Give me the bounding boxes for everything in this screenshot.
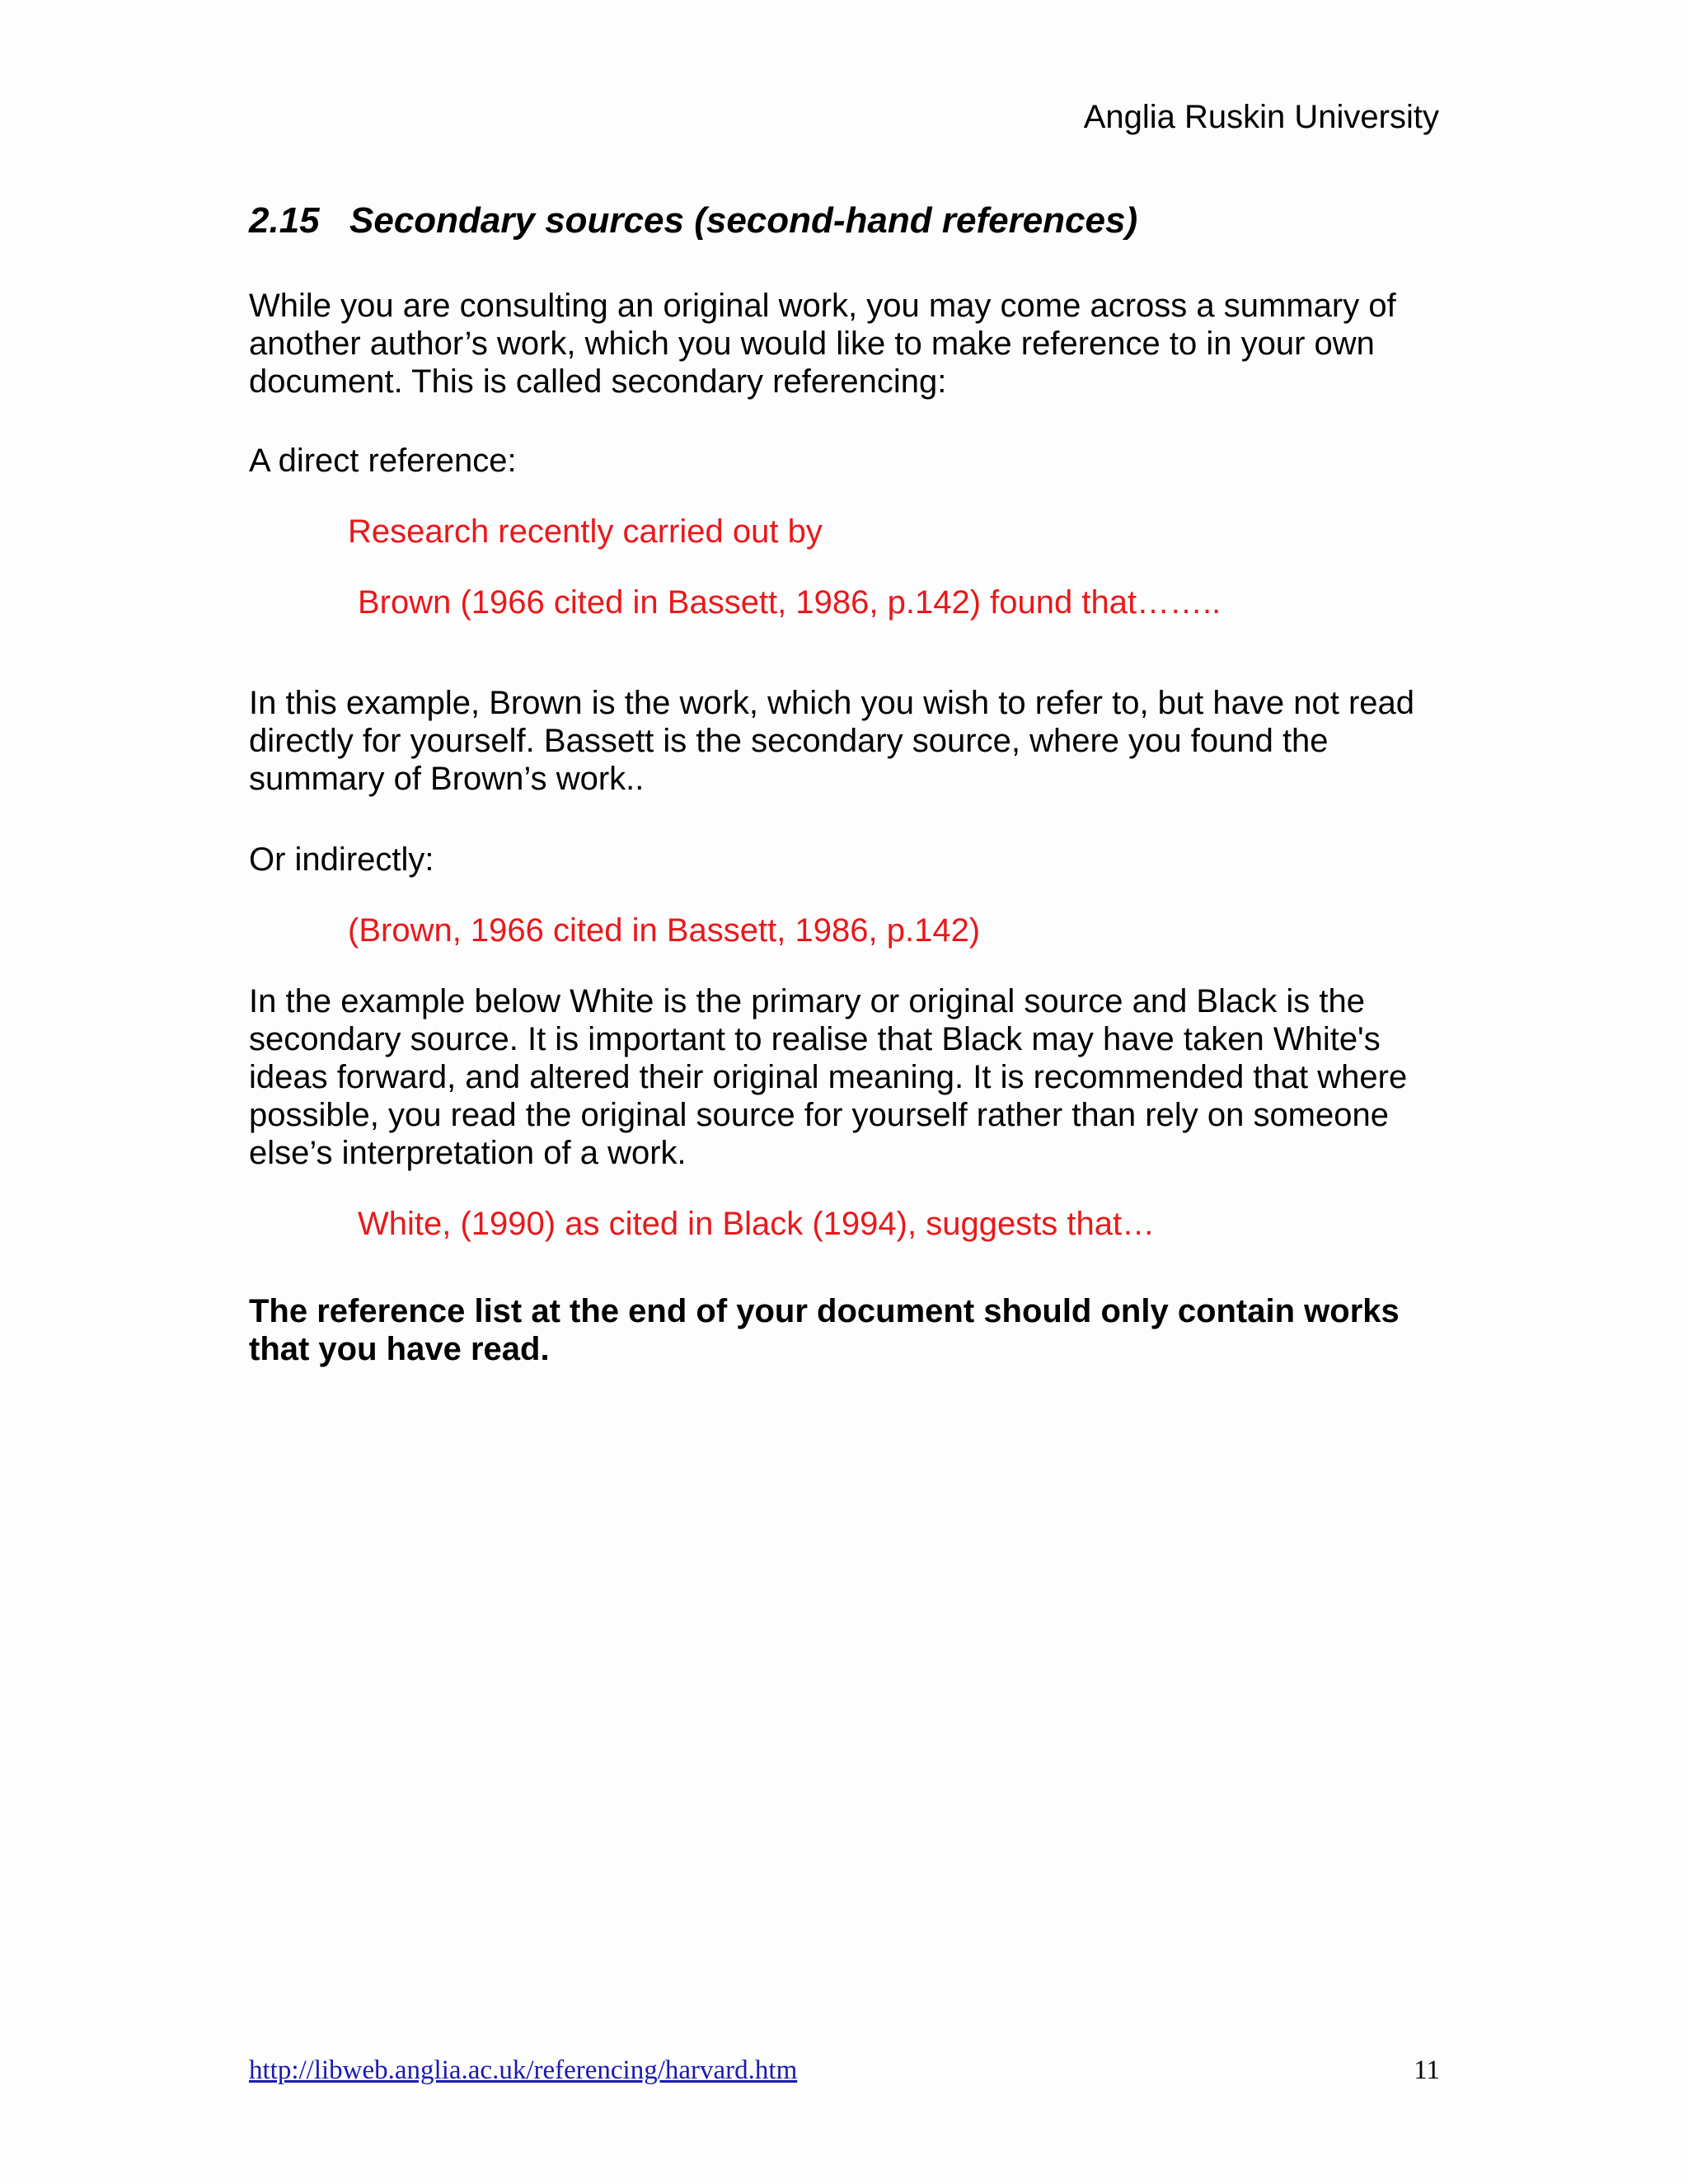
page-content: [249, 198, 1452, 1368]
direct-example-line-2: Brown (1966 cited in Bassett, 1986, p.142) found that……..: [358, 584, 1221, 621]
page-footer: [249, 2054, 1440, 2087]
section-heading: [249, 198, 1452, 244]
white-black-example: White, (1990) as cited in Black (1994), suggests that…: [358, 1206, 1156, 1242]
page-header-institution: Anglia Ruskin University: [1083, 99, 1439, 135]
page-number: 11: [1414, 2055, 1440, 2085]
intro-paragraph: While you are consulting an original work, you may come across a summary of another author’s work, which you would like to make reference to in your own document. This is called secondary referencing:: [249, 288, 1396, 400]
footer-url-link[interactable]: http://libweb.anglia.ac.uk/referencing/harvard.htm: [249, 2055, 798, 2085]
direct-reference-label: A direct reference:: [249, 443, 517, 479]
section-number: 2.15: [249, 200, 320, 241]
explanation-paragraph: In this example, Brown is the work, which you wish to refer to, but have not read directly for yourself. Bassett is the secondary source, where you found the summary of Brown’s work..: [249, 685, 1415, 797]
primary-source-paragraph: In the example below White is the primary or original source and Black is the secondary source. It is important to realise that Black may have taken White's ideas forward, and altered their original meaning. It is recommended that where possible, you read the original source for yourself rather than rely on someone else’s interpretation of a work.: [249, 983, 1408, 1171]
reference-list-note: The reference list at the end of your document should only contain works that you have read.: [249, 1293, 1400, 1367]
section-title: Secondary sources (second-hand references): [349, 200, 1138, 241]
direct-example-line-1: Research recently carried out by: [348, 513, 823, 550]
indirect-reference-label: Or indirectly:: [249, 841, 434, 878]
indirect-example: (Brown, 1966 cited in Bassett, 1986, p.142): [348, 912, 981, 949]
